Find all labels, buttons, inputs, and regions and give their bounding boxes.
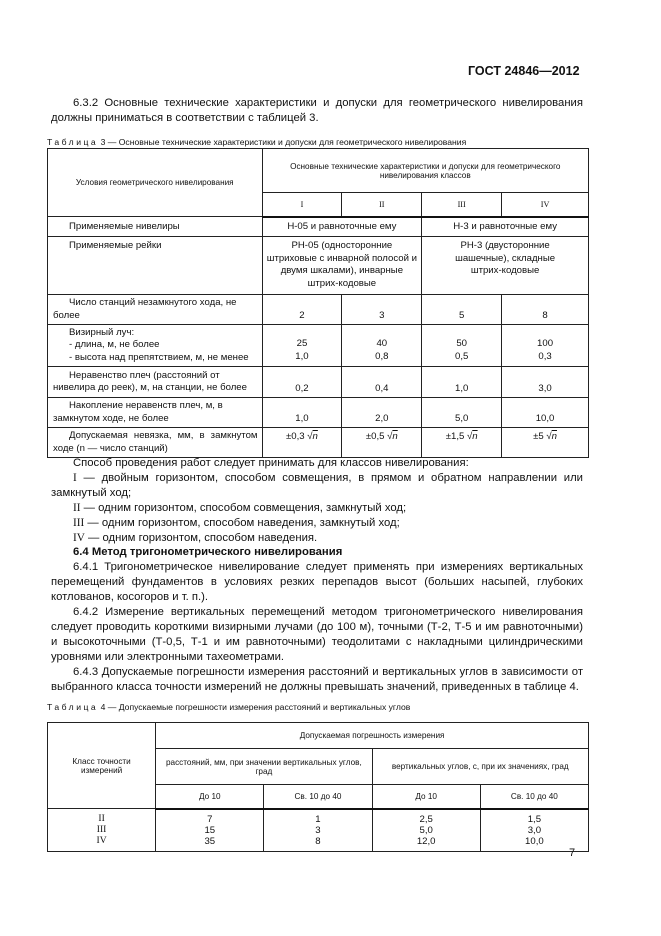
table3-caption-text: 3 — Основные технические характеристики и допуски для геометрического нивелирования	[100, 137, 467, 147]
row-label: Применяемые нивелиры	[69, 221, 180, 232]
sqrt-symbol: √n	[546, 431, 557, 442]
cell: РН-3 (двусторонние шашечные), складные штрих-кодовые	[422, 237, 589, 295]
sqrt-symbol: √n	[307, 431, 318, 442]
document-code: ГОСТ 24846—2012	[468, 64, 580, 78]
cell: Н-05 и равноточные ему	[262, 217, 422, 237]
table-row	[48, 398, 589, 428]
method-item: IV — одним горизонтом, способом наведения.	[73, 532, 318, 544]
row-label: Число станций незамкнутого хода, не более	[48, 295, 263, 325]
cell: 8	[315, 835, 321, 847]
page-number: 7	[569, 847, 576, 859]
header-distances: расстояний, мм, при значении вертикальных углов, град	[156, 749, 372, 785]
table3-caption	[47, 137, 466, 147]
row-sublabel: - высота над препятствием, м, не менее	[69, 351, 249, 363]
cell: 10,0	[502, 398, 589, 428]
table-row	[48, 325, 589, 367]
sub-header: Св. 10 до 40	[264, 785, 372, 809]
cell: 40	[376, 338, 388, 349]
cell: 1,0	[295, 350, 309, 362]
cell: 1,0	[262, 398, 342, 428]
table-row	[48, 367, 589, 398]
header-angles: вертикальных углов, с, при их значениях, град	[372, 749, 588, 785]
cell: 7	[207, 813, 213, 825]
table3-caption-word: Таблица	[47, 137, 99, 147]
cell: 50	[456, 338, 467, 349]
cell: 2,0	[342, 398, 422, 428]
cell: 10,0	[525, 835, 544, 847]
method-item: III — одним горизонтом, способом наведения, замкнутый ход;	[73, 517, 400, 529]
section-heading: 6.4 Метод тригонометрического нивелирования	[73, 546, 343, 558]
cell: 0,8	[375, 350, 389, 362]
cell: ±0,3	[286, 431, 305, 442]
class-header: III	[422, 193, 502, 217]
cell: 1,0	[422, 367, 502, 398]
row-label: Допускаемая невязка, мм, в замкнутом ходе (n — число станций)	[48, 428, 263, 458]
header-classes-group: Основные технические характеристики и допуски для геометрического нивелирования классов	[262, 149, 588, 193]
cell: 8	[502, 295, 589, 325]
table4-caption-word: Таблица	[47, 702, 99, 712]
header-group: Допускаемая погрешность измерения	[156, 723, 589, 749]
cell: 3	[315, 824, 321, 836]
table-3	[47, 148, 589, 458]
cell: ±1,5	[445, 431, 465, 442]
cell: 5,0	[422, 398, 502, 428]
paragraph-6-4-1: 6.4.1 Тригонометрическое нивелирование следует применять при измерениях вертикальных перемещений фундаментов в условиях резких перепадов высот (больших насыпей, глубоких котлованов, косогоров и т. п.).	[51, 561, 583, 603]
table-row	[48, 295, 589, 325]
cell: 12,0	[416, 835, 436, 847]
table-row	[48, 217, 589, 237]
cell: 0,5	[454, 350, 469, 362]
row-label: Неравенство плеч (расстояний от нивелира до реек), м, на станции, не более	[48, 367, 263, 398]
cell: 0,3	[538, 350, 552, 362]
methods-block	[51, 456, 583, 546]
sub-header: До 10	[372, 785, 480, 809]
cell: Н-3 и равноточные ему	[422, 217, 589, 237]
sub-header: До 10	[156, 785, 264, 809]
cell: 0,4	[342, 367, 422, 398]
table-4	[47, 722, 589, 852]
cell: ±5	[533, 431, 544, 442]
cell: ±0,5	[365, 431, 385, 442]
cell: 1,5	[527, 813, 542, 825]
row-sublabel: - длина, м, не более	[69, 339, 160, 351]
cell: 25	[296, 338, 308, 349]
cell: 2	[262, 295, 342, 325]
row-label: Визирный луч:	[69, 326, 135, 338]
paragraph-6-4-2: 6.4.2 Измерение вертикальных перемещений методом тригонометрического нивелирования следует проводить короткими визирными лучами (до 100 м), точными (Т-2, Т-5 и им равноточными) и высокоточными (Т-0,5, Т-1 и им равноточными) теодолитами с накладными цилиндрическими уровнями или электронными тахеометрами.	[51, 606, 583, 663]
class-header: I	[262, 193, 342, 217]
paragraph-6-3-2: 6.3.2 Основные технические характеристики и допуски для геометрического нивелирования должны приниматься в соответствии с таблицей 3.	[51, 97, 583, 124]
method-item: II — одним горизонтом, способом совмещения, замкнутый ход;	[73, 502, 407, 514]
cell: 100	[537, 338, 554, 349]
methods-intro: Способ проведения работ следует принимать для классов нивелирования:	[73, 457, 469, 469]
cell: 35	[204, 835, 216, 847]
cell: 5	[422, 295, 502, 325]
cell: 3,0	[527, 824, 542, 836]
section-6-4	[51, 545, 583, 695]
cell: 15	[204, 824, 216, 836]
cell: 1	[315, 813, 321, 825]
table4-caption-text: 4 — Допускаемые погрешности измерения расстояний и вертикальных углов	[100, 702, 411, 712]
cell: 2,5	[419, 813, 433, 825]
table-row	[48, 428, 589, 458]
sqrt-symbol: √n	[467, 431, 478, 442]
table-row: II III IV 7 15 35 1 3 8 2,5 5,0 12,0 1,5 3,0 10,0	[48, 809, 589, 852]
row-label: Применяемые рейки	[69, 240, 162, 251]
header-conditions: Условия геометрического нивелирования	[48, 149, 263, 217]
method-item: I — двойным горизонтом, способом совмещения, в прямом и обратном направлении или замкнутый ход;	[51, 472, 583, 499]
table-row	[48, 237, 589, 295]
cell: 5,0	[419, 824, 433, 836]
sub-header: Св. 10 до 40	[480, 785, 588, 809]
table4-caption	[47, 702, 410, 712]
class-header: IV	[502, 193, 589, 217]
cell: 3,0	[502, 367, 589, 398]
cell: РН-05 (односторонние штриховые с инварной полосой и двумя шкалами), инварные штрих-кодовые	[262, 237, 422, 295]
sqrt-symbol: √n	[387, 431, 398, 442]
header-class: Класс точности измерений	[48, 723, 156, 809]
cell: 0,2	[262, 367, 342, 398]
paragraph-6-4-3: 6.4.3 Допускаемые погрешности измерения расстояний и вертикальных углов в зависимости от выбранного класса точности измерений не должны превышать значений, приведенных в таблице 4.	[51, 666, 583, 693]
cell: 3	[342, 295, 422, 325]
class-header: II	[342, 193, 422, 217]
row-label: Накопление неравенств плеч, м, в замкнутом ходе, не более	[48, 398, 263, 428]
